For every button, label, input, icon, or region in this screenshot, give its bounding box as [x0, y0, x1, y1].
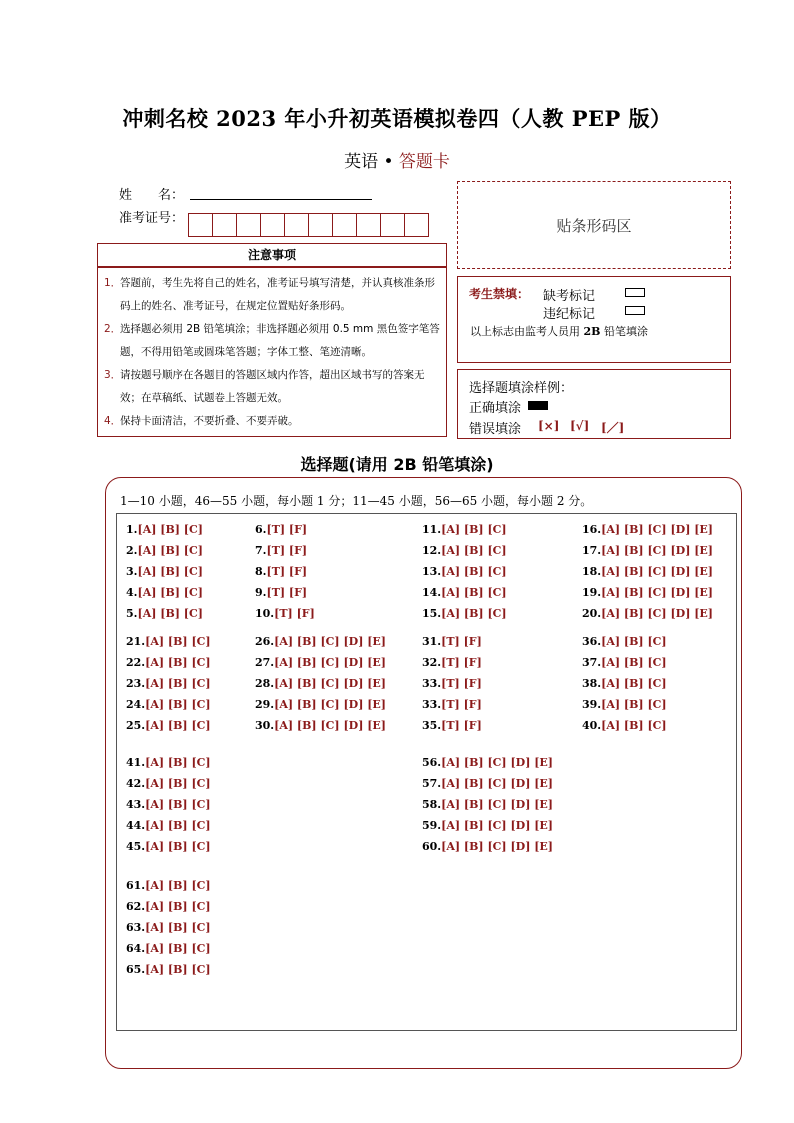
absent-mark-box[interactable]: [625, 288, 645, 297]
correct-label: 正确填涂: [469, 401, 522, 416]
notice-heading: 注意事项: [97, 243, 447, 267]
answer-options[interactable]: [A] [B] [C]: [137, 586, 203, 599]
question-15[interactable]: [422, 607, 507, 620]
question-number: 60.: [422, 840, 442, 853]
answer-options[interactable]: [A] [B] [C]: [145, 963, 211, 976]
answer-options[interactable]: [A] [B] [C] [D] [E]: [441, 819, 554, 832]
question-33[interactable]: [422, 677, 482, 690]
name-label: 姓 名：: [119, 188, 185, 203]
absent-mark-label: 缺考标记: [543, 289, 596, 304]
question-9[interactable]: [255, 586, 307, 599]
question-number: 15.: [422, 607, 442, 620]
answer-options[interactable]: [T] [F]: [266, 523, 308, 536]
notice-item-text: 答题前，考生先将自己的姓名，准考证号填写清楚，并认真核准条形码上的姓名、准考证号，在规定位置贴好条形码。: [120, 277, 435, 312]
id-digit-box[interactable]: [188, 213, 213, 237]
question-30[interactable]: [255, 719, 386, 732]
page-title: 冲刺名校 2023 年小升初英语模拟卷四（人教 PEP 版）: [122, 106, 672, 131]
answer-options[interactable]: [A] [B] [C]: [601, 635, 667, 648]
question-number: 14.: [422, 586, 442, 599]
question-number: 20.: [582, 607, 602, 620]
answer-options[interactable]: [A] [B] [C]: [601, 656, 667, 669]
answer-options[interactable]: [A] [B] [C]: [145, 879, 211, 892]
question-number: 43.: [126, 798, 146, 811]
question-29[interactable]: [255, 698, 386, 711]
answer-options[interactable]: [A] [B] [C]: [137, 523, 203, 536]
answer-options[interactable]: [A] [B] [C] [D] [E]: [274, 656, 387, 669]
answer-options[interactable]: [A] [B] [C]: [441, 586, 507, 599]
id-digit-box[interactable]: [284, 213, 309, 237]
question-number: 42.: [126, 777, 146, 790]
wrong-label: 错误填涂: [469, 422, 522, 437]
question-27[interactable]: [255, 656, 386, 669]
question-number: 17.: [582, 544, 602, 557]
notice-item-number: 2．: [104, 323, 122, 335]
question-number: 2.: [126, 544, 138, 557]
question-33[interactable]: [422, 698, 482, 711]
question-number: 39.: [582, 698, 602, 711]
question-number: 27.: [255, 656, 275, 669]
question-12[interactable]: [422, 544, 507, 557]
answer-options[interactable]: [A] [B] [C]: [601, 698, 667, 711]
answer-options[interactable]: [A] [B] [C]: [441, 565, 507, 578]
forbidden-note: 以上标志由监考人员用 2B 铅笔填涂: [470, 325, 648, 338]
question-56[interactable]: [422, 756, 553, 769]
id-digit-box[interactable]: [236, 213, 261, 237]
question-number: 12.: [422, 544, 442, 557]
answer-options[interactable]: [A] [B] [C]: [145, 819, 211, 832]
answer-options[interactable]: [T] [F]: [266, 565, 308, 578]
violation-mark-label: 违纪标记: [543, 307, 596, 322]
question-5[interactable]: [126, 607, 203, 620]
answer-options[interactable]: [A] [B] [C] [D] [E]: [601, 523, 714, 536]
answer-options[interactable]: [A] [B] [C]: [145, 719, 211, 732]
answer-options[interactable]: [A] [B] [C]: [441, 607, 507, 620]
id-digit-box[interactable]: [260, 213, 285, 237]
name-field[interactable]: [190, 199, 372, 200]
answer-options[interactable]: [A] [B] [C] [D] [E]: [601, 544, 714, 557]
answer-options[interactable]: [A] [B] [C]: [601, 677, 667, 690]
answer-options[interactable]: [A] [B] [C] [D] [E]: [601, 607, 714, 620]
answer-options[interactable]: [A] [B] [C] [D] [E]: [441, 798, 554, 811]
question-number: 28.: [255, 677, 275, 690]
question-41[interactable]: [126, 756, 211, 769]
question-35[interactable]: [422, 719, 482, 732]
notice-item: [104, 410, 440, 433]
question-number: 23.: [126, 677, 146, 690]
answer-grid: [116, 513, 737, 1031]
violation-mark-box[interactable]: [625, 306, 645, 315]
wrong-mark-x: [×]: [538, 419, 560, 433]
question-3[interactable]: [126, 565, 203, 578]
question-number: 63.: [126, 921, 146, 934]
question-22[interactable]: [126, 656, 211, 669]
question-65[interactable]: [126, 963, 211, 976]
notice-item-number: 3．: [104, 369, 122, 381]
answer-options[interactable]: [A] [B] [C] [D] [E]: [601, 586, 714, 599]
forbidden-box: [457, 276, 731, 363]
question-57[interactable]: [422, 777, 553, 790]
answer-options[interactable]: [A] [B] [C]: [441, 544, 507, 557]
notice-item: [104, 272, 440, 318]
answer-options[interactable]: [A] [B] [C]: [145, 635, 211, 648]
answer-options[interactable]: [A] [B] [C]: [145, 698, 211, 711]
sample-box: [457, 369, 731, 439]
id-digit-box[interactable]: [308, 213, 333, 237]
question-23[interactable]: [126, 677, 211, 690]
question-number: 58.: [422, 798, 442, 811]
question-37[interactable]: [582, 656, 667, 669]
question-number: 18.: [582, 565, 602, 578]
answer-options[interactable]: [A] [B] [C] [D] [E]: [274, 719, 387, 732]
question-number: 37.: [582, 656, 602, 669]
question-17[interactable]: [582, 544, 713, 557]
question-11[interactable]: [422, 523, 507, 536]
question-number: 19.: [582, 586, 602, 599]
question-38[interactable]: [582, 677, 667, 690]
question-number: 25.: [126, 719, 146, 732]
question-number: 35.: [422, 719, 442, 732]
id-digit-box[interactable]: [332, 213, 357, 237]
answer-options[interactable]: [A] [B] [C] [D] [E]: [274, 677, 387, 690]
question-26[interactable]: [255, 635, 386, 648]
question-number: 8.: [255, 565, 267, 578]
question-4[interactable]: [126, 586, 203, 599]
question-number: 1.: [126, 523, 138, 536]
question-1[interactable]: [126, 523, 203, 536]
answer-options[interactable]: [T] [F]: [441, 635, 482, 648]
question-8[interactable]: [255, 565, 307, 578]
question-number: 6.: [255, 523, 267, 536]
answer-options[interactable]: [A] [B] [C]: [137, 544, 203, 557]
question-19[interactable]: [582, 586, 713, 599]
notice-item-text: 请按题号顺序在各题目的答题区域内作答，超出区域书写的答案无效；在草稿纸、试题卷上答题无效。: [120, 369, 425, 404]
question-number: 9.: [255, 586, 267, 599]
answer-options[interactable]: [A] [B] [C] [D] [E]: [274, 698, 387, 711]
question-24[interactable]: [126, 698, 211, 711]
answer-options[interactable]: [A] [B] [C]: [145, 656, 211, 669]
answer-options[interactable]: [T] [F]: [441, 719, 482, 732]
question-number: 5.: [126, 607, 138, 620]
question-number: 41.: [126, 756, 146, 769]
barcode-label: 贴条形码区: [556, 216, 632, 235]
question-43[interactable]: [126, 798, 211, 811]
notice-item-text: 保持卡面清洁，不要折叠、不要弄破。: [120, 415, 299, 427]
question-number: 38.: [582, 677, 602, 690]
answer-options[interactable]: [T] [F]: [441, 677, 482, 690]
answer-options[interactable]: [A] [B] [C]: [145, 942, 211, 955]
question-59[interactable]: [422, 819, 553, 832]
question-20[interactable]: [582, 607, 713, 620]
answer-options[interactable]: [A] [B] [C] [D] [E]: [274, 635, 387, 648]
answer-options[interactable]: [A] [B] [C]: [601, 719, 667, 732]
question-10[interactable]: [255, 607, 315, 620]
id-digit-box[interactable]: [380, 213, 405, 237]
wrong-mark-check: [√]: [570, 419, 590, 433]
barcode-area: [457, 181, 731, 269]
question-16[interactable]: [582, 523, 713, 536]
answer-options[interactable]: [A] [B] [C]: [145, 840, 211, 853]
question-number: 26.: [255, 635, 275, 648]
question-21[interactable]: [126, 635, 211, 648]
question-36[interactable]: [582, 635, 667, 648]
answer-options[interactable]: [A] [B] [C]: [145, 677, 211, 690]
question-number: 40.: [582, 719, 602, 732]
question-number: 45.: [126, 840, 146, 853]
answer-options[interactable]: [A] [B] [C]: [145, 921, 211, 934]
question-number: 64.: [126, 942, 146, 955]
sample-title: 选择题填涂样例：: [469, 381, 574, 396]
answer-options[interactable]: [A] [B] [C]: [441, 523, 507, 536]
question-45[interactable]: [126, 840, 211, 853]
question-number: 4.: [126, 586, 138, 599]
answer-options[interactable]: [A] [B] [C] [D] [E]: [441, 777, 554, 790]
answer-options[interactable]: [T] [F]: [441, 656, 482, 669]
question-6[interactable]: [255, 523, 307, 536]
notice-item-text: 选择题必须用 2B 铅笔填涂；非选择题必须用 0.5 mm 黑色签字笔答题，不得用铅笔或圆珠笔答题；字体工整、笔迹清晰。: [120, 323, 440, 358]
question-62[interactable]: [126, 900, 211, 913]
correct-fill-sample: [528, 401, 548, 410]
id-number-boxes[interactable]: [188, 213, 428, 237]
question-60[interactable]: [422, 840, 553, 853]
question-40[interactable]: [582, 719, 667, 732]
notice-item: [104, 364, 440, 410]
question-number: 33.: [422, 698, 442, 711]
answer-options[interactable]: [A] [B] [C]: [145, 798, 211, 811]
question-number: 56.: [422, 756, 442, 769]
question-number: 3.: [126, 565, 138, 578]
question-44[interactable]: [126, 819, 211, 832]
subtitle-main: 英语 •: [344, 152, 399, 172]
answer-options[interactable]: [T] [F]: [274, 607, 315, 620]
answer-options[interactable]: [T] [F]: [266, 586, 308, 599]
question-number: 32.: [422, 656, 442, 669]
question-number: 33.: [422, 677, 442, 690]
question-number: 29.: [255, 698, 275, 711]
question-58[interactable]: [422, 798, 553, 811]
subtitle: [0, 147, 794, 172]
question-number: 31.: [422, 635, 442, 648]
question-number: 11.: [422, 523, 442, 536]
answer-options[interactable]: [A] [B] [C] [D] [E]: [601, 565, 714, 578]
question-64[interactable]: [126, 942, 211, 955]
question-18[interactable]: [582, 565, 713, 578]
question-number: 62.: [126, 900, 146, 913]
question-number: 44.: [126, 819, 146, 832]
answer-options[interactable]: [A] [B] [C]: [137, 607, 203, 620]
scoring-note: 1—10 小题，46—55 小题，每小题 1 分；11—45 小题，56—65 小题，每小题 2 分。: [120, 494, 593, 508]
question-number: 59.: [422, 819, 442, 832]
id-digit-box[interactable]: [404, 213, 429, 237]
question-61[interactable]: [126, 879, 211, 892]
question-2[interactable]: [126, 544, 203, 557]
answer-options[interactable]: [A] [B] [C]: [145, 756, 211, 769]
question-number: 10.: [255, 607, 275, 620]
answer-options[interactable]: [A] [B] [C]: [145, 777, 211, 790]
question-number: 7.: [255, 544, 267, 557]
question-25[interactable]: [126, 719, 211, 732]
id-digit-box[interactable]: [356, 213, 381, 237]
answer-options[interactable]: [T] [F]: [266, 544, 308, 557]
question-14[interactable]: [422, 586, 507, 599]
section-title: 选择题(请用 2B 铅笔填涂): [300, 455, 494, 474]
question-number: 30.: [255, 719, 275, 732]
question-number: 36.: [582, 635, 602, 648]
notice-item: [104, 318, 440, 364]
question-number: 24.: [126, 698, 146, 711]
notice-item-number: 4．: [104, 415, 122, 427]
answer-options[interactable]: [A] [B] [C] [D] [E]: [441, 756, 554, 769]
question-42[interactable]: [126, 777, 211, 790]
question-number: 21.: [126, 635, 146, 648]
id-digit-box[interactable]: [212, 213, 237, 237]
question-31[interactable]: [422, 635, 482, 648]
question-32[interactable]: [422, 656, 482, 669]
question-number: 65.: [126, 963, 146, 976]
wrong-mark-slash: [／]: [601, 421, 625, 435]
question-number: 13.: [422, 565, 442, 578]
answer-options[interactable]: [T] [F]: [441, 698, 482, 711]
forbidden-label: 考生禁填：: [469, 287, 530, 301]
question-number: 61.: [126, 879, 146, 892]
question-number: 57.: [422, 777, 442, 790]
notice-body: [97, 267, 447, 437]
answer-options[interactable]: [A] [B] [C] [D] [E]: [441, 840, 554, 853]
question-28[interactable]: [255, 677, 386, 690]
question-7[interactable]: [255, 544, 307, 557]
question-63[interactable]: [126, 921, 211, 934]
question-13[interactable]: [422, 565, 507, 578]
answer-options[interactable]: [A] [B] [C]: [145, 900, 211, 913]
answer-options[interactable]: [A] [B] [C]: [137, 565, 203, 578]
subtitle-red: 答题卡: [398, 152, 450, 172]
question-number: 16.: [582, 523, 602, 536]
question-39[interactable]: [582, 698, 667, 711]
id-label: 准考证号：: [119, 211, 185, 226]
notice-item-number: 1．: [104, 277, 122, 289]
question-number: 22.: [126, 656, 146, 669]
